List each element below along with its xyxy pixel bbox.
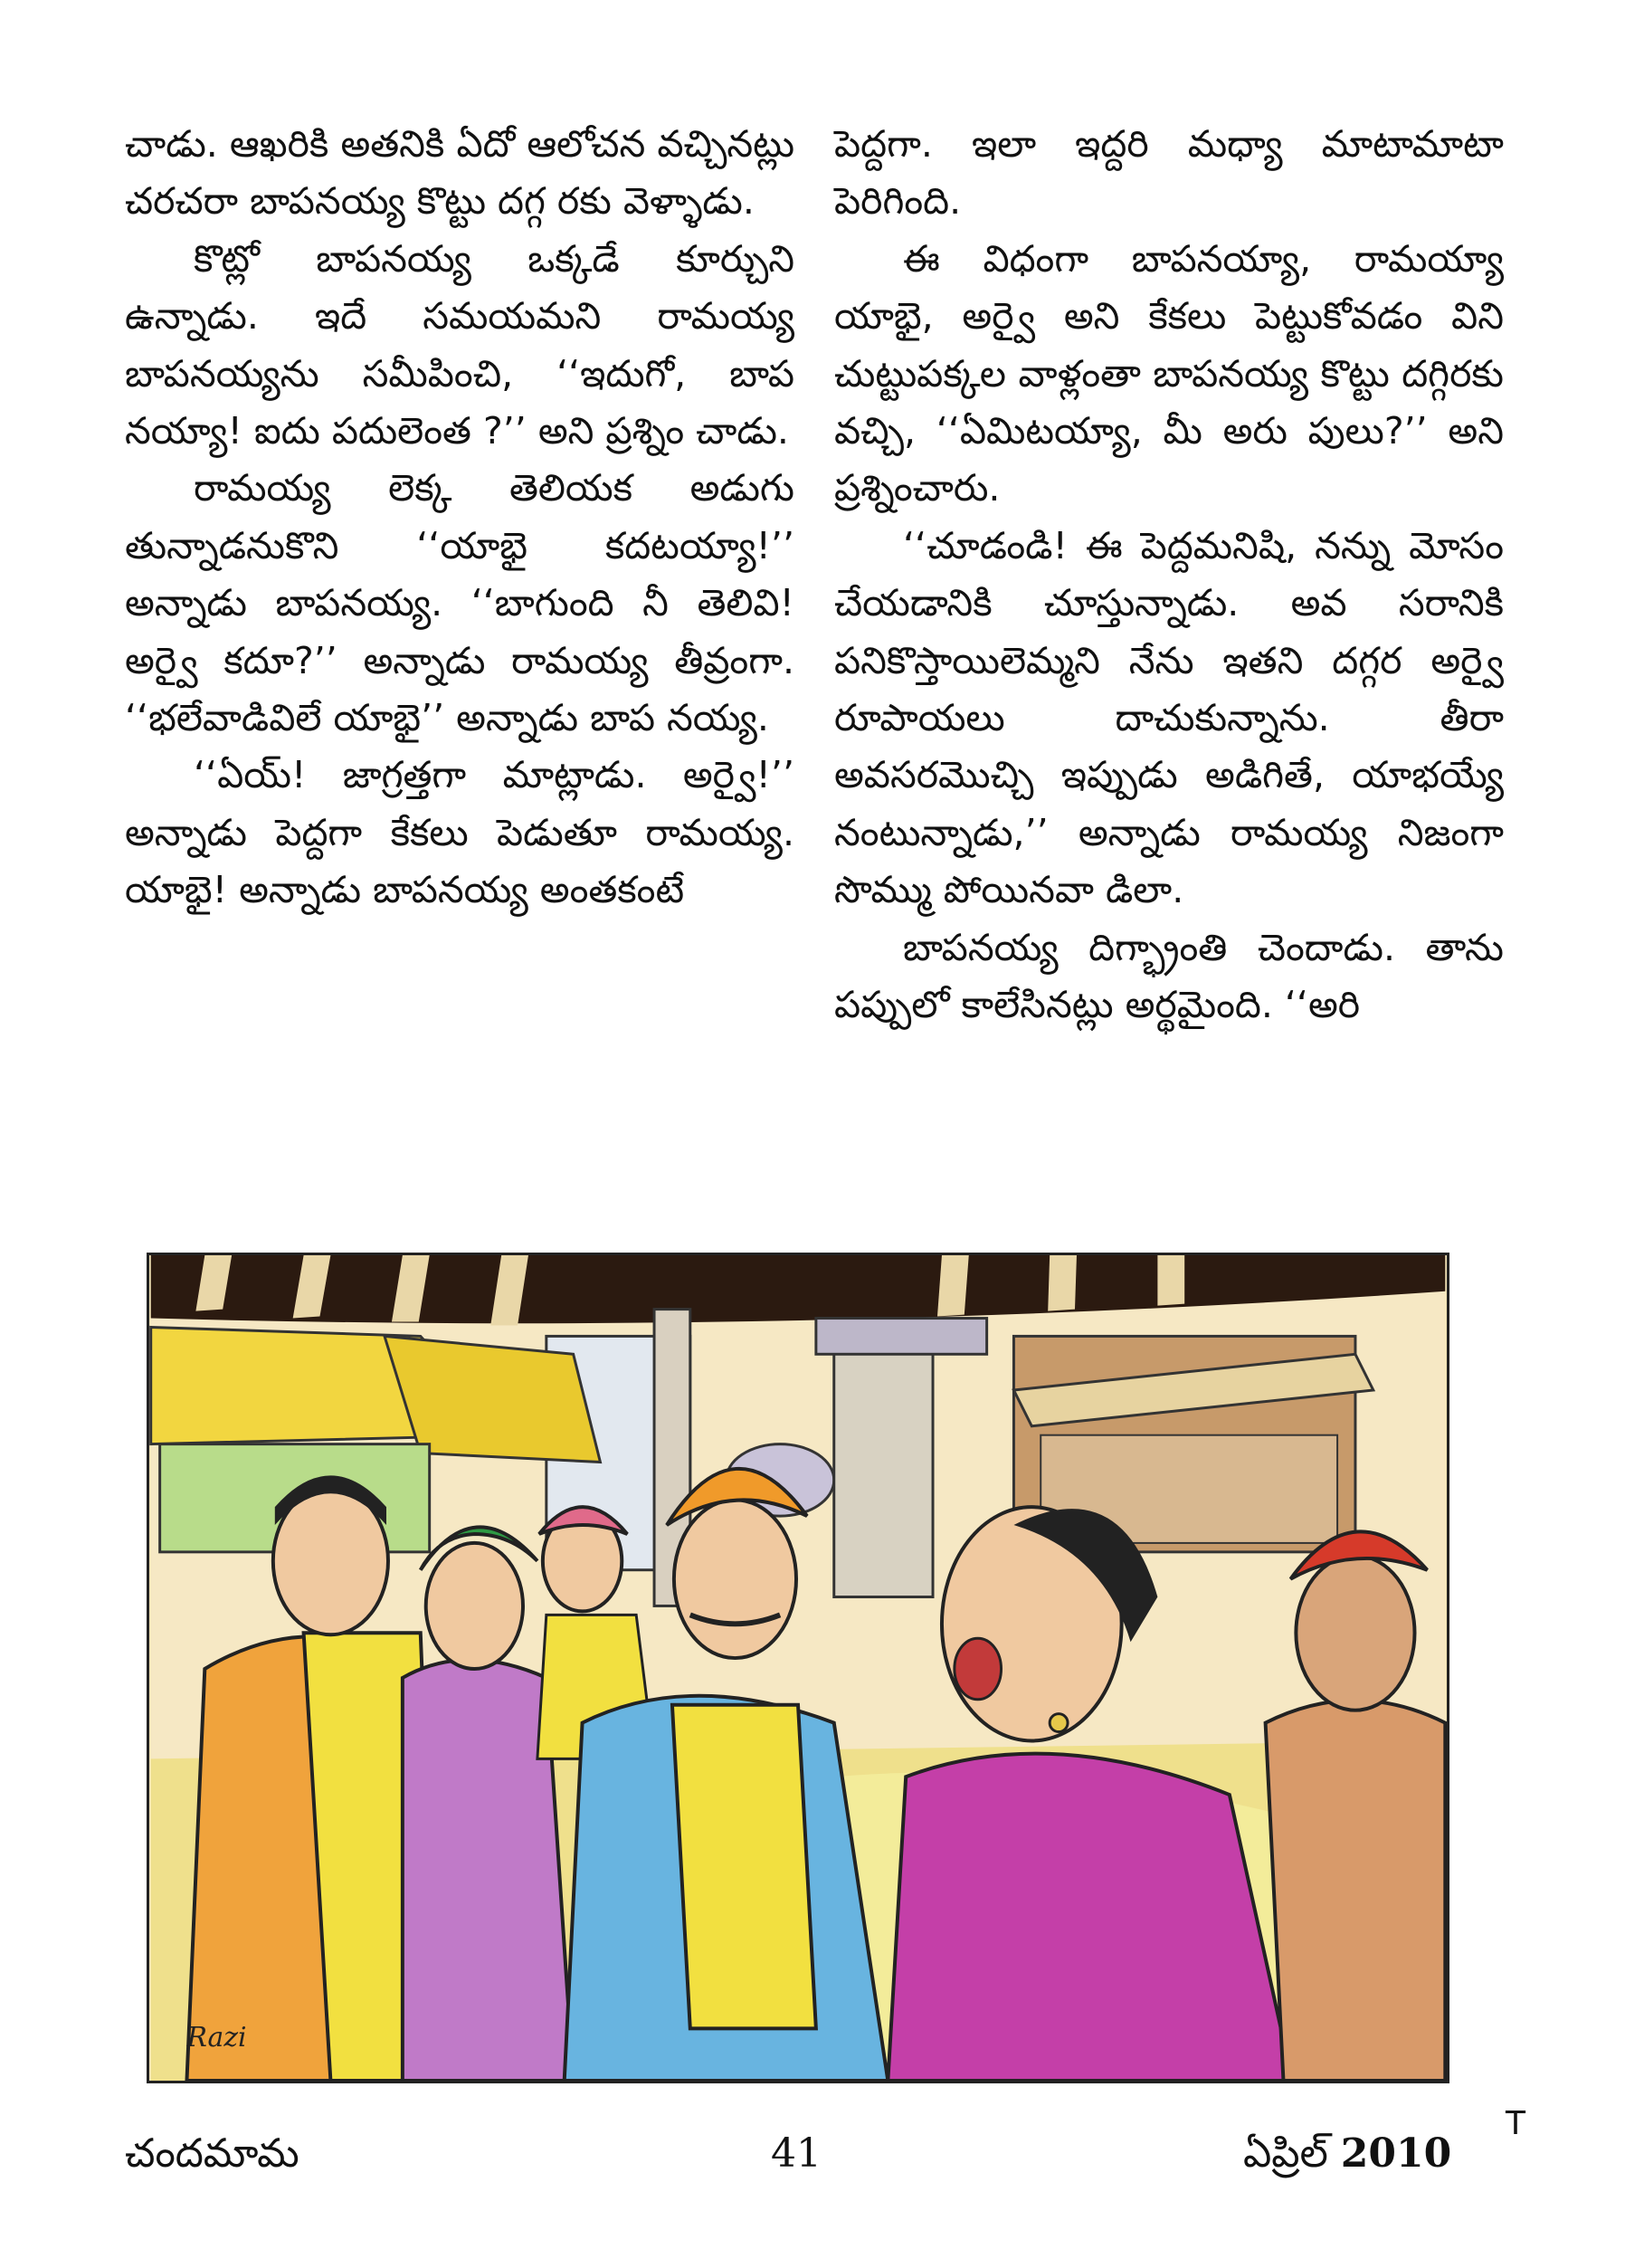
paragraph: ‘‘ఏయ్! జాగ్రత్తగా మాట్లాడు. అర్వై!’’ అన్నాడు పెద్దగా కేకలు పెడుతూ రామయ్య. యాభై! అన్నాడు బాపనయ్య అంతకంటే: [125, 753, 794, 912]
paragraph: రామయ్య లెక్క తెలియక అడుగు తున్నాడనుకొని ‘‘యాభై కదటయ్యా!’’ అన్నాడు బాపనయ్య. ‘‘బాగుంది నీ తెలివి! అర్వై కదూ?’’ అన్నాడు రామయ్య తీవ్రంగా. ‘‘భలేవాడివిలే యాభై’’ అన్నాడు బాప నయ్య.: [125, 466, 794, 740]
story-column-right: [834, 116, 1504, 1034]
paragraph: ‘‘చూడండి! ఈ పెద్దమనిషి, నన్ను మోసం చేయడానికి చూస్తున్నాడు. అవ సరానికి పనికొస్తాయిలెమ్మని నేను ఇతని దగ్గర అర్వై రూపాయలు దాచుకున్నాను. తీరా అవసరమొచ్చి ఇప్పుడు అడిగితే, యాభయ్యే నంటున్నాడు,’’ అన్నాడు రామయ్య నిజంగా సొమ్ము పోయినవా డిలా.: [834, 523, 1504, 912]
issue-date: [1243, 2127, 1451, 2181]
paragraph: చాడు. ఆఖరికి అతనికి ఏదో ఆలోచన వచ్చినట్లు చరచరా బాపనయ్య కొట్టు దగ్గ రకు వెళ్ళాడు.: [125, 122, 794, 224]
paragraph: బాపనయ్య దిగ్భ్రాంతి చెందాడు. తాను పప్పులో కాలేసినట్లు అర్థమైంది. ‘‘అరి: [834, 925, 1504, 1027]
paragraph: పెద్దగా. ఇలా ఇద్దరి మధ్యా మాటామాటా పెరిగింది.: [834, 122, 1504, 224]
magazine-name: చందమామ: [125, 2130, 299, 2177]
page-number: 41: [771, 2130, 822, 2177]
market-scene-illustration: [147, 1253, 1449, 2083]
illustration-drawing: [149, 1255, 1447, 2081]
issue-year: 2010: [1340, 2130, 1452, 2177]
issue-month: ఏప్రిల్: [1243, 2130, 1328, 2177]
artist-signature: Razi: [186, 2022, 247, 2054]
corner-mark: T: [1506, 2105, 1525, 2142]
paragraph: ఈ విధంగా బాపనయ్యా, రామయ్యా యాభై, అర్వై అని కేకలు పెట్టుకోవడం విని చుట్టుపక్కల వాళ్లంతా బాపనయ్య కొట్టు దగ్గిరకు వచ్చి, ‘‘ఏమిటయ్యా, మీ అరు పులు?’’ అని ప్రశ్నించారు.: [834, 236, 1504, 510]
story-column-left: [125, 116, 794, 920]
paragraph: కొట్లో బాపనయ్య ఒక్కడే కూర్చుని ఉన్నాడు. ఇదే సమయమని రామయ్య బాపనయ్యను సమీపించి, ‘‘ఇదుగో, బాప నయ్యా! ఐదు పదులెంత ?’’ అని ప్రశ్నిం చాడు.: [125, 236, 794, 453]
